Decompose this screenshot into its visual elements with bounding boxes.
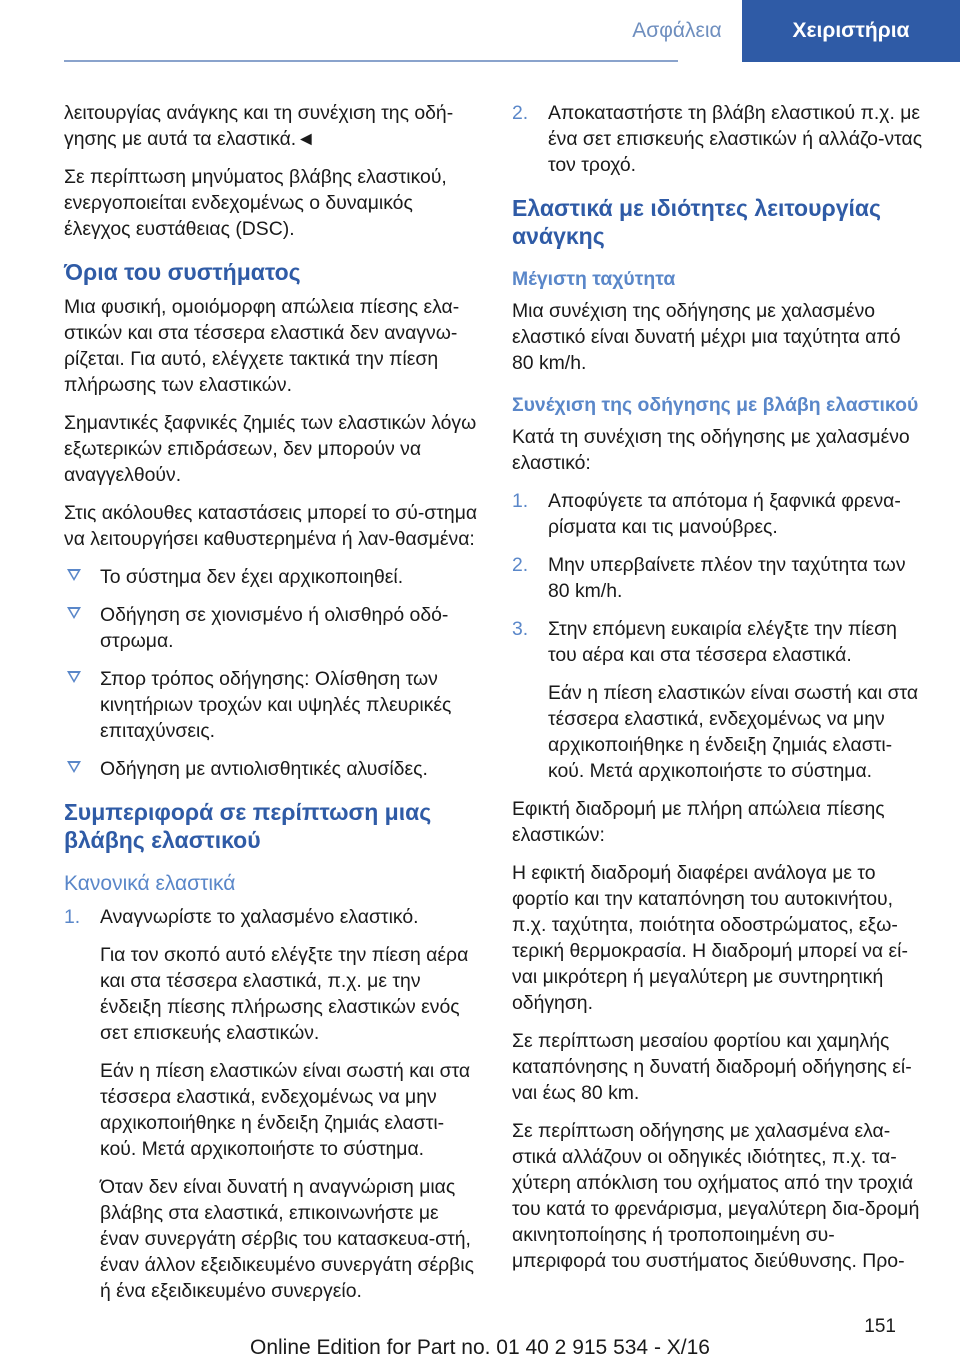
tab-safety[interactable]: Ασφάλεια: [632, 19, 722, 42]
numbered-step: 2. Αποκαταστήστε τη βλάβη ελαστικού π.χ. με ένα σετ επισκευής ελαστικών ή αλλάζο-ντας τον τροχό.: [512, 102, 923, 176]
list-item: Οδήγηση σε χιονισμένο ή ολισθηρό οδό-στρωμα.: [64, 602, 479, 654]
step-detail: Εάν η πίεση ελαστικών είναι σωστή και στα τέσσερα ελαστικά, ενδεχομένως να μην αρχικοποιήθηκε η ένδειξη ζημιάς ελαστι-κού. Μετά αρχικοποιήστε το σύστημα.: [548, 682, 919, 782]
paragraph-emergency: λειτουργίας ανάγκης και τη συνέχιση της οδή-γησης με αυτά τα ελαστικά.◄: [64, 102, 454, 150]
paragraph-medium-load: Σε περίπτωση μεσαίου φορτίου και χαμηλής καταπόνησης η δυνατή διαδρομή οδήγησης εί-ναι έως 80 km.: [512, 1030, 912, 1104]
numbered-step: 1. Αναγνωρίστε το χαλασμένο ελαστικό.: [64, 906, 419, 928]
step-detail: Εάν η πίεση ελαστικών είναι σωστή και στα τέσσερα ελαστικά, ενδεχομένως να μην αρχικοποιήθηκε η ένδειξη ζημιάς ελαστι-κού. Μετά αρχικοποιήστε το σύστημα.: [100, 1060, 471, 1160]
heading-tire-failure-behavior: Συμπεριφορά σε περίπτωση μιας βλάβης ελαστικού: [64, 799, 432, 853]
paragraph-continue-driving: Κατά τη συνέχιση της οδήγησης με χαλασμένο ελαστικό:: [512, 426, 910, 474]
step-detail: Όταν δεν είναι δυνατή η αναγνώριση μιας βλάβης στα ελαστικά, επικοινωνήστε με έναν συνεργάτη σέρβις του κατασκευα-στή, έναν άλλον εξειδικευμένο συνεργάτη σέρβις ή ένα εξειδικευμένο συνεργείο.: [100, 1176, 474, 1302]
numbered-step: 2. Μην υπερβαίνετε πλέον την ταχύτητα των 80 km/h.: [512, 554, 906, 602]
paragraph-distance: Η εφικτή διαδρομή διαφέρει ανάλογα με το φορτίο και την καταπόνηση του αυτοκινήτου, π.χ. ταχύτητα, ποιότητα οδοστρώματος, εξω-τερική θερμοκρασία. Η διαδρομή μπορεί να εί-ναι μικρότερη ή μεγαλύτερη με συντηρητική οδήγηση.: [512, 862, 908, 1014]
triangle-bullet-icon: [67, 671, 81, 683]
heading-run-flat-tires: Ελαστικά με ιδιότητες λειτουργίας ανάγκης: [512, 195, 881, 249]
page-number: 151: [864, 1316, 896, 1337]
list-item: Οδήγηση με αντιολισθητικές αλυσίδες.: [64, 756, 479, 782]
paragraph-distance-label: Εφικτή διαδρομή με πλήρη απώλεια πίεσης ελαστικών:: [512, 798, 885, 846]
header-tabs: [612, 0, 960, 62]
heading-normal-tires: Κανονικά ελαστικά: [64, 872, 236, 895]
footer-edition: Online Edition for Part no. 01 40 2 915 534 - X/16: [250, 1336, 710, 1359]
heading-system-limits: Όρια του συστήματος: [64, 259, 301, 285]
triangle-bullet-icon: [67, 569, 81, 581]
step-detail: Για τον σκοπό αυτό ελέγξτε την πίεση αέρα και στα τέσσερα ελαστικά, π.χ. με την ένδειξη πίεσης πλήρωσης ελαστικών ενός σετ επισκευής ελαστικών.: [100, 944, 469, 1044]
header-divider: [64, 60, 678, 62]
paragraph-dsc: Σε περίπτωση μηνύματος βλάβης ελαστικού, ενεργοποιείται ενδεχομένως ο δυναμικός έλεγχος ευστάθειας (DSC).: [64, 166, 447, 240]
numbered-step: 1. Αποφύγετε τα απότομα ή ξαφνικά φρενα-ρίσματα και τις μανούβρες.: [512, 490, 901, 538]
paragraph-max-speed: Μια συνέχιση της οδήγησης με χαλασμένο ελαστικό είναι δυνατή μέχρι μια ταχύτητα από 80 km/h.: [512, 300, 901, 374]
numbered-step: 3. Στην επόμενη ευκαιρία ελέγξτε την πίεση του αέρα και στα τέσσερα ελαστικά.: [512, 618, 897, 666]
tab-controls[interactable]: Χειριστήρια: [742, 0, 960, 62]
list-item: Σπορ τρόπος οδήγησης: Ολίσθηση των κινητήριων τροχών και υψηλές πλευρικές επιταχύνσεις.: [64, 666, 479, 744]
paragraph-situations: Στις ακόλουθες καταστάσεις μπορεί το σύ-στημα να λειτουργήσει καθυστερημένα ή λαν-θασμένα:: [64, 502, 478, 550]
heading-max-speed: Μέγιστη ταχύτητα: [512, 268, 676, 290]
list-item: Το σύστημα δεν έχει αρχικοποιηθεί.: [64, 564, 479, 590]
triangle-bullet-icon: [67, 607, 81, 619]
left-column: [64, 100, 479, 1316]
paragraph-pressure-loss: Μια φυσική, ομοιόμορφη απώλεια πίεσης ελα-στικών και στα τέσσερα ελαστικά δεν αναγνω-ρίζεται. Για αυτό, ελέγχετε τακτικά την πίεση πλήρωσης των ελαστικών.: [64, 296, 460, 396]
heading-continue-driving: Συνέχιση της οδήγησης με βλάβη ελαστικού: [512, 394, 919, 416]
paragraph-handling-changes: Σε περίπτωση οδήγησης με χαλασμένα ελα-στικά αλλάζουν οι οδηγικές ιδιότητες, π.χ. τα-χύτερη απόκλιση του οχήματος από την τροχιά του κατά το φρενάρισμα, μεγαλύτερη δια-δρομή ακινητοποίησης ή τροποποιημένη συ-μπεριφορά του συστήματος διεύθυνσης. Προ-: [512, 1120, 920, 1272]
right-column: [512, 100, 927, 1286]
triangle-bullet-icon: [67, 761, 81, 773]
paragraph-sudden-damage: Σημαντικές ξαφνικές ζημιές των ελαστικών λόγω εξωτερικών επιδράσεων, δεν μπορούν να αναγγελθούν.: [64, 412, 477, 486]
